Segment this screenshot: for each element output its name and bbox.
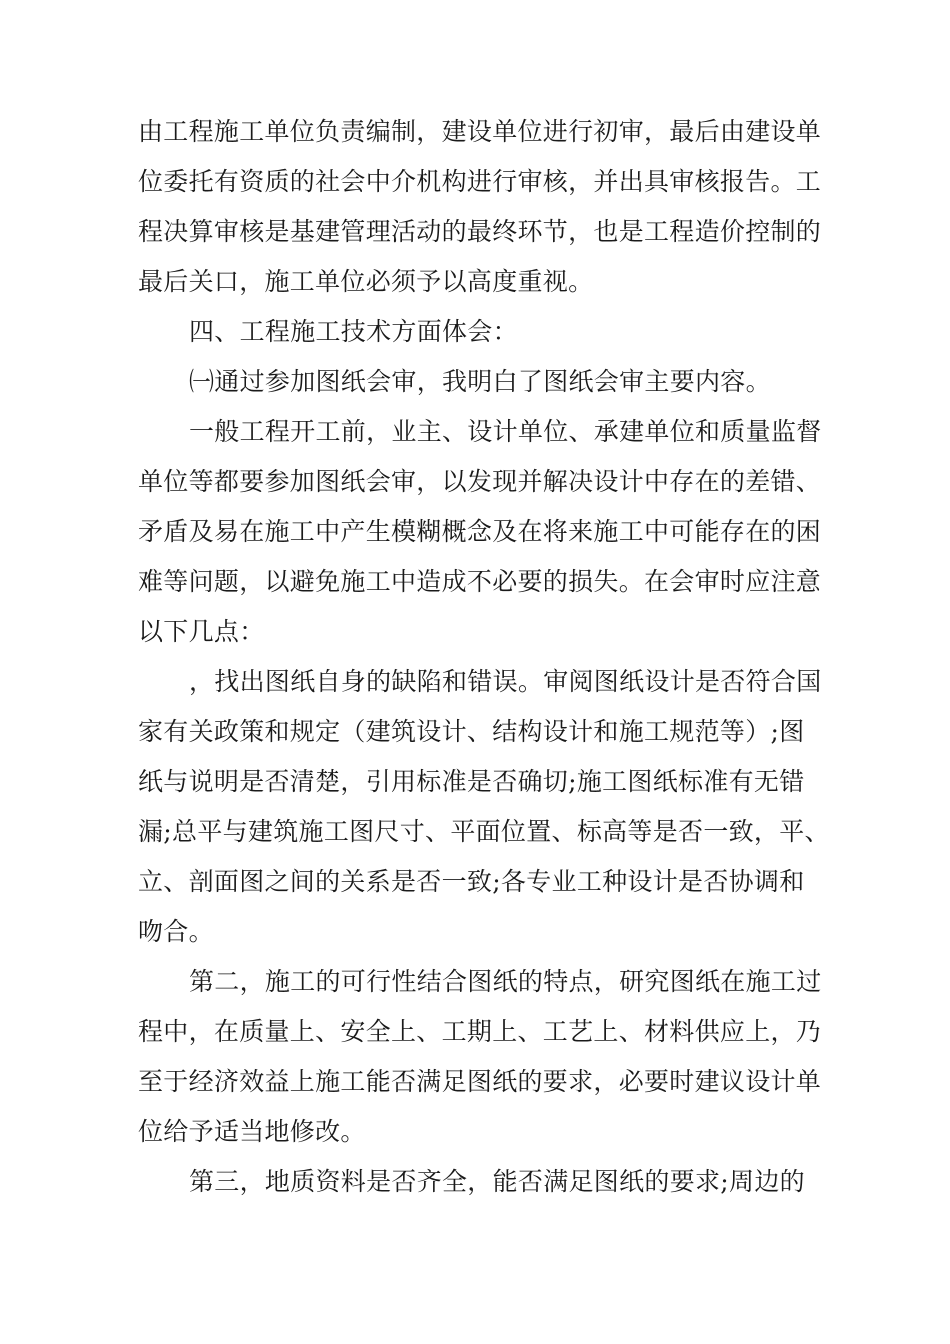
section-heading-4: 四、工程施工技术方面体会： xyxy=(189,317,518,346)
text-line-15: 漏;总平与建筑施工图尺寸、平面位置、标高等是否一致，平、 xyxy=(138,817,830,846)
text-line-8: 单位等都要参加图纸会审，以发现并解决设计中存在的差错、 xyxy=(138,467,822,496)
text-line-22: 第三，地质资料是否齐全，能否满足图纸的要求;周边的 xyxy=(189,1167,805,1196)
text-line-11: 以下几点： xyxy=(138,617,265,646)
text-line-10: 难等问题，以避免施工中造成不必要的损失。在会审时应注意 xyxy=(138,567,822,596)
text-line-16: 立、剖面图之间的关系是否一致;各专业工种设计是否协调和 xyxy=(138,867,805,896)
subsection-heading-1: ㈠通过参加图纸会审，我明白了图纸会审主要内容。 xyxy=(189,367,771,396)
text-line-2: 位委托有资质的社会中介机构进行审核，并出具审核报告。工 xyxy=(138,167,822,196)
text-line-17: 吻合。 xyxy=(138,917,214,946)
text-line-9: 矛盾及易在施工中产生模糊概念及在将来施工中可能存在的困 xyxy=(138,517,822,546)
text-line-3: 程决算审核是基建管理活动的最终环节，也是工程造价控制的 xyxy=(138,217,822,246)
text-line-13: 家有关政策和规定（建筑设计、结构设计和施工规范等）;图 xyxy=(138,717,805,746)
text-line-7: 一般工程开工前，业主、设计单位、承建单位和质量监督 xyxy=(189,417,822,446)
text-line-12: ，找出图纸自身的缺陷和错误。审阅图纸设计是否符合国 xyxy=(189,667,822,696)
text-line-20: 至于经济效益上施工能否满足图纸的要求，必要时建议设计单 xyxy=(138,1067,822,1096)
text-line-4: 最后关口，施工单位必须予以高度重视。 xyxy=(138,267,594,296)
text-line-18: 第二，施工的可行性结合图纸的特点，研究图纸在施工过 xyxy=(189,967,822,996)
text-line-21: 位给予适当地修改。 xyxy=(138,1117,366,1146)
text-line-19: 程中，在质量上、安全上、工期上、工艺上、材料供应上，乃 xyxy=(138,1017,822,1046)
text-line-1: 由工程施工单位负责编制，建设单位进行初审，最后由建设单 xyxy=(138,117,822,146)
text-line-14: 纸与说明是否清楚，引用标准是否确切;施工图纸标准有无错 xyxy=(138,767,805,796)
